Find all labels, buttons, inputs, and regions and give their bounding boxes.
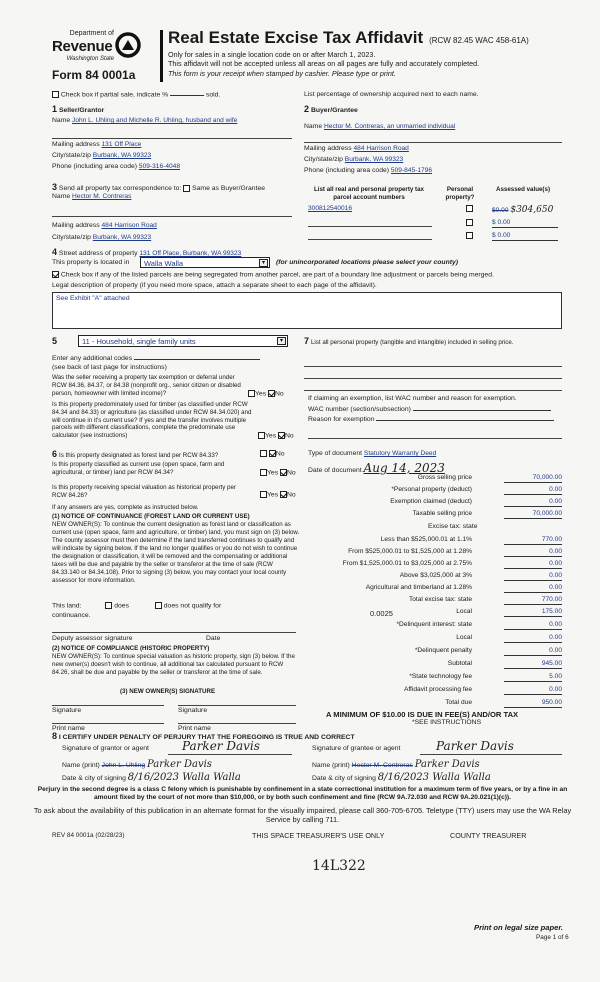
tax-value-tech-fee[interactable]: 5.00 [504,673,562,682]
tax-row-subtotal [300,660,562,670]
tax-label-personal: *Personal property (deduct) [391,486,472,493]
exemption-yes-label: Yes [255,390,267,398]
buyer-phone-row [304,167,432,175]
legal-paper-note: Print on legal size paper. [474,923,564,932]
parcels-header-personal: Personal property? [445,186,475,201]
local-rate: 0.0025 [370,609,393,618]
tax-row-bracket-4 [300,572,562,582]
land-use-select[interactable] [78,335,288,347]
reason-row [308,416,554,424]
land-does-checkbox[interactable] [105,602,112,609]
excise-state-heading: Excise tax: state [428,523,478,530]
grantor-signature-row [62,745,149,753]
tax-label-bracket-1: Less than $525,000.01 at 1.1% [380,536,472,543]
buyer-section-number: 2 [304,104,310,114]
segregated-label: Check box if any of the listed parcels are being segregated from another parcel, are part of a boundary line adjustment or parcels being merged. [60,271,494,279]
tax-value-penalty[interactable]: 0.00 [504,647,562,656]
same-as-buyer-checkbox[interactable] [183,185,190,192]
new-owner-signature-line-1[interactable] [52,705,164,706]
wac-row [308,406,551,414]
tax-row-total-state [300,596,562,606]
parcel-value-field[interactable]: $0.00 [492,207,509,214]
buyer-name-label: Name [304,123,323,130]
tax-value-personal[interactable]: 0.00 [504,486,562,495]
new-owner-print-label-2: Print name [178,725,211,732]
grantor-date-field[interactable]: 8/16/2023 Walla Walla [127,772,241,783]
tax-label-tech-fee: *State technology fee [409,673,472,680]
grantee-name-row [312,759,480,771]
correspondence-city-field[interactable]: Burbank, WA 99323 [92,234,152,241]
personal-property-line-3[interactable] [304,390,562,391]
buyer-mail-row [304,145,409,153]
reason-field[interactable] [376,420,554,421]
header-instruction-2: This affidavit will not be accepted unless all areas on all pages are fully and accurately completed. [168,59,480,69]
buyer-blank-line [304,142,562,143]
tax-label-bracket-4: Above $3,025,000 at 3% [399,572,472,579]
see-instructions-note: *SEE INSTRUCTIONS [412,719,482,726]
buyer-mail-field[interactable]: 484 Harrison Road [353,145,409,152]
grantee-name-field[interactable]: Hector M. Contreras [351,762,413,769]
see-back-note: (see back of last page for instructions) [52,364,167,371]
tax-row-bracket-1 [300,536,562,546]
location-section-number: 4 [52,247,58,257]
tax-row-interest-state [300,621,562,631]
tax-row-personal [300,486,562,496]
historic-yes-no [260,491,296,499]
tax-row-tech-fee [300,673,562,683]
timber-yes-checkbox[interactable] [258,432,265,439]
tax-value-bracket-4[interactable]: 0.00 [504,572,562,581]
correspondence-name-field[interactable]: Hector M. Contreras [72,193,132,200]
grantee-name-handwritten: Parker Davis [414,759,480,770]
tax-value-interest-local[interactable]: 0.00 [504,634,562,643]
buyer-name-row [304,123,455,131]
county-row [52,259,129,267]
wac-field[interactable] [413,410,551,411]
header-instruction-1: Only for sales in a single location code on or after March 1, 2023. [168,50,376,59]
tax-value-local[interactable]: 175.00 [504,608,562,617]
compliance-title: (2) NOTICE OF COMPLIANCE (HISTORIC PROPERTY) [52,645,210,652]
seller-city-row [52,152,151,160]
partial-sale-label: Check box if partial sale, indicate % [60,91,169,99]
additional-codes-row [52,355,260,363]
additional-codes-field[interactable] [134,359,260,360]
forest-q1-row [52,449,258,460]
grantor-signature-handwritten: Parker Davis [182,739,260,753]
buyer-city-label: City/state/zip [304,156,343,163]
current-use-question: Is this property classified as current use (open space, farm and agricultural, or timber) land per RCW 84.34? [52,461,225,476]
tax-row-local [300,608,562,618]
grantee-signature-handwritten: Parker Davis [436,739,514,753]
tax-label-total-state: Total excise tax: state [408,596,472,603]
forest-section-number: 6 [52,449,58,459]
legal-description-field[interactable]: See Exhibit "A" attached [52,292,562,329]
segregated-checkbox[interactable] [52,271,59,278]
forest-q1-yes-no [260,450,285,458]
tax-label-penalty: *Delinquent penalty [414,647,472,654]
current-use-no-checkbox[interactable] [280,469,287,476]
tax-value-processing-fee[interactable]: 0.00 [504,686,562,695]
tax-row-total-due [300,699,562,709]
tax-value-interest-state[interactable]: 0.00 [504,621,562,630]
seller-heading [52,104,104,115]
tax-label-taxable: Taxable selling price [412,510,472,517]
buyer-city-field[interactable]: Burbank, WA 99323 [344,156,404,163]
segregated-row [52,271,494,279]
county-label: This property is located in [52,259,130,266]
continuance-body: NEW OWNER(S): To continue the current designation as forest land or classification as current use (open space, farm and agriculture, or timber) land, you must sign on (3) below. The county assessor must then determine if the land transferred continues to qualify and will indicate by signing below. If the land no longer qualifies or you do not wish to continue the designation or classification, it will be removed and the compensating or additional taxes will be due and payable by the seller or transferor at the time of sale (RCW 84.33.140 or 84.34.108). Prior to signing (3) below, you may contact your local county assessor for more information. [52,521,300,584]
parcel-value-field-3[interactable]: $ 0.00 [492,232,558,241]
perjury-notice: Perjury in the second degree is a class C felony which is punishable by confinement in a state correctional institution for a maximum term of five years, or by a fine in an amount fixed by the court of not more than $10,000, or by both such confinement and fine (RCW 9A.72.030 and RCW 9A.20.021(1)(c)). [37,786,568,802]
parcel-account-field[interactable]: 300812540016 [308,205,353,212]
header-instruction-3: This form is your receipt when stamped by cashier. Please type or print. [168,68,396,78]
if-yes-note: If any answers are yes, complete as instructed below. [52,504,199,511]
seller-blank-line [52,138,292,139]
seller-mail-row [52,141,141,149]
correspondence-city-label: City/state/zip [52,234,91,241]
county-note: (for unincorporated locations please select your county) [276,259,459,266]
correspondence-label: Send all property tax correspondence to: [58,185,182,192]
grantee-date-label: Date & city of signing [312,775,376,782]
parcel-personal-checkbox-3[interactable] [466,232,473,241]
parcel-row [308,205,432,213]
reason-label: Reason for exemption [308,416,375,423]
exemption-claim-note: If claiming an exemption, list WAC number and reason for exemption. [308,395,517,402]
grantor-name-label: Name (print) [62,762,100,769]
tax-value-total-state[interactable]: 770.00 [504,596,562,605]
legal-label: Legal description of property (if you need more space, attach a separate sheet to each page of the affidavit). [52,282,377,289]
tax-label-subtotal: Subtotal [447,660,472,667]
tax-row-bracket-2 [300,548,562,558]
timber-no-checkbox[interactable] [278,432,285,439]
tax-value-exemption[interactable]: 0.00 [504,498,562,507]
tax-label-interest-state: *Delinquent interest: state [396,621,472,628]
parcel-value-handwritten: $304,650 [510,205,554,215]
tax-value-subtotal[interactable]: 945.00 [504,660,562,669]
compliance-body: NEW OWNER(S): To continue special valuation as historic property, sign (3) below. If the new owner(s) doesn't wish to continue, all additional tax calculated pursuant to RCW 84.26, shall be due and payable by the seller or transferor at the time of sale. [52,653,295,676]
tax-label-bracket-3: From $1,525,000.01 to $3,025,000 at 2.75% [342,560,472,567]
timber-yes-label: Yes [265,432,277,440]
correspondence-name-label: Name [52,193,71,200]
document-date-field[interactable]: Aug 14, 2023 [363,461,445,475]
dor-logo-line2: Revenue [52,38,113,56]
document-type-field[interactable]: Statutory Warranty Deed [363,450,437,457]
correspondence-mail-field[interactable]: 484 Harrison Road [101,222,157,229]
parcel-account-line-2[interactable] [308,226,432,227]
tax-label-bracket-2: From $525,000.01 to $1,525,000 at 1.28% [348,548,472,555]
dor-logo-line3: Washington State [66,56,114,63]
land-does-not-checkbox[interactable] [155,602,162,609]
personal-property-heading [304,336,562,347]
forest-no-checkbox[interactable] [269,450,276,457]
new-owner-print-label-1: Print name [52,725,85,732]
tax-label-exemption: Exemption claimed (deduct) [390,498,472,505]
seller-section-number: 1 [52,104,58,114]
tax-row-interest-local [300,634,562,644]
exemption-yes-checkbox[interactable] [248,390,255,397]
tax-value-total-due[interactable]: 950.00 [504,699,562,708]
correspondence-section-number: 3 [52,182,58,192]
forest-yes-checkbox[interactable] [260,450,267,457]
header-divider [160,30,163,82]
form-number: Form 84 0001a [52,68,136,82]
new-owner-print-line-1[interactable] [52,723,164,724]
buyer-city-row [304,156,403,164]
deputy-signature-line[interactable] [52,632,296,633]
street-label: Street address of property [58,250,138,257]
grantor-signature-label: Signature of grantor or agent [62,745,149,752]
current-use-yes-label: Yes [267,469,279,477]
grantee-signature-line[interactable] [420,754,562,755]
grantor-signature-line[interactable] [168,754,292,755]
buyer-phone-label: Phone (including area code) [304,167,390,174]
historic-no-label: No [286,491,296,499]
tax-label-processing-fee: Affidavit processing fee [403,686,472,693]
tax-value-bracket-1[interactable]: 770.00 [504,536,562,545]
seller-heading-label: Seller/Grantor [58,107,105,114]
seller-city-field[interactable]: Burbank, WA 99323 [92,152,152,159]
parcels-header-assessed: Assessed value(s) [496,186,550,193]
grantee-signature-row [312,745,400,753]
new-owner-print-line-2[interactable] [178,723,296,724]
tax-label-total-due: Total due [445,699,472,706]
dor-logo [52,30,140,64]
current-use-no-label: No [286,469,296,477]
grantee-date-row [312,772,491,784]
street-field[interactable]: 131 Off Place, Burbank, WA 99323 [139,250,242,257]
land-does-not-label: does not qualify for [163,602,222,610]
buyer-name-field[interactable]: Hector M. Contreras, an unmarried individual [324,123,456,130]
exemption-yes-no [248,390,284,398]
timber-question: Is this property predominately used for timber (as classified under RCW 84.34 and 84.33) or agriculture (as classified under RCW 84.34.020) and will continue in it's current use? If yes and the transfer involves multiple parcels with different classifications, complete the predominate use calculator (see instructions) [52,401,252,439]
buyer-phone-field[interactable]: 509-845-1796 [390,167,432,174]
tax-row-bracket-3 [300,560,562,570]
grantee-date-field[interactable]: 8/16/2023 Walla Walla [377,772,491,783]
tax-value-gross[interactable]: 70,000.00 [504,474,562,483]
new-owner-signature-label-2: Signature [178,707,208,714]
certify-section-number: 8 [52,731,58,741]
continuance-title: (1) NOTICE OF CONTINUANCE (FOREST LAND OR CURRENT USE) [52,513,250,520]
forest-q1-label: Is this property designated as forest land per RCW 84.33? [58,452,219,459]
correspondence-blank-line [52,216,292,217]
tax-value-taxable[interactable]: 70,000.00 [504,510,562,519]
reason-line-2[interactable] [308,438,562,439]
header-instructions [168,50,479,78]
revision-code: REV 84 0001a (02/28/23) [52,832,125,839]
historic-no-checkbox[interactable] [280,491,287,498]
document-date-label: Date of document [308,467,362,474]
parcel-account-line-3[interactable] [308,239,432,240]
seller-city-label: City/state/zip [52,152,91,159]
treasurer-use-label: THIS SPACE TREASURER'S USE ONLY [252,831,385,840]
partial-sale-percent-field[interactable] [170,95,204,96]
tax-label-gross: Gross selling price [417,474,472,481]
form-title: Real Estate Excise Tax Affidavit [168,28,424,47]
use-section-number: 5 [52,336,58,346]
exemption-question: Was the seller receiving a property tax exemption or deferral under RCW 84.36, 84.37, or 84.38 (nonprofit org., senior citizen or disabled person, homeowner with limited income)? [52,374,241,397]
correspondence-mail-label: Mailing address [52,222,100,229]
parcel-value-field-2[interactable]: $ 0.00 [492,219,558,228]
parcel-value-cell [492,205,558,216]
grantor-date-label: Date & city of signing [62,775,126,782]
land-use-select-value: 11 - Household, single family units [82,337,196,346]
seller-name-row [52,117,237,125]
tax-label-agricultural: Agricultural and timberland at 1.28% [365,584,472,591]
current-use-yes-no [260,469,296,477]
chevron-down-icon: ▾ [259,259,268,267]
this-land-row [52,602,221,610]
current-use-yes-checkbox[interactable] [260,469,267,476]
receipt-stamp-number: 14L322 [312,858,366,874]
tax-value-bracket-3[interactable]: 0.00 [504,560,562,569]
alternate-format-notice: To ask about the availability of this publication in an alternate format for the visually impaired, please call 360-705-6705. Teletype (TTY) users may use the WA Relay Service by calling 711. [33,806,572,825]
exemption-no-label: No [274,390,284,398]
tax-row-penalty [300,647,562,657]
buyer-heading-label: Buyer/Grantee [310,107,358,114]
same-as-buyer-label: Same as Buyer/Grantee [192,185,266,192]
tax-row-exemption [300,498,562,508]
forest-no-label: No [275,450,285,458]
land-does-label: does [114,602,129,610]
parcel-personal-checkbox-2[interactable] [466,219,473,228]
buyer-heading [304,104,358,115]
tax-label-interest-local: Local [456,634,472,641]
county-treasurer-label: COUNTY TREASURER [450,831,527,840]
timber-yes-no [258,432,294,440]
deputy-label: Deputy assessor signature [52,635,133,642]
correspondence-row [52,182,265,193]
seller-name-label: Name [52,117,71,124]
chevron-down-icon: ▾ [277,337,286,345]
tax-row-agricultural [300,584,562,594]
seller-name-field[interactable]: John L. Uhling and Michelle R. Uhling, husband and wife [72,117,238,124]
page-number: Page 1 of 6 [536,934,569,941]
dor-mark-icon [114,32,142,58]
dor-logo-line1: Department of [69,30,114,37]
county-select-value: Walla Walla [144,259,184,268]
grantee-signature-label: Signature of grantee or agent [312,745,401,752]
new-owner-signature-title: (3) NEW OWNER(S) SIGNATURE [120,688,216,695]
personal-property-line-1[interactable] [304,366,562,367]
timber-no-label: No [284,432,294,440]
form-title-row [168,28,529,48]
county-select[interactable] [140,257,270,268]
new-owner-signature-label-1: Signature [52,707,82,714]
exemption-no-checkbox[interactable] [268,390,275,397]
parcel-personal-checkbox[interactable] [466,205,473,214]
historic-yes-label: Yes [267,491,279,499]
document-type-row [308,450,436,458]
additional-codes-label: Enter any additional codes [52,355,133,362]
new-owner-signature-line-2[interactable] [178,705,296,706]
form-rcw-ref: (RCW 82.45 WAC 458-61A) [429,36,529,45]
certify-statement: I CERTIFY UNDER PENALTY OF PERJURY THAT THE FOREGOING IS TRUE AND CORRECT [58,734,355,741]
seller-phone-label: Phone (including area code) [52,163,138,170]
personal-property-label: List all personal property (tangible and intangible) included in selling price. [310,339,514,346]
correspondence-name-row [52,193,131,201]
minimum-due-note: A MINIMUM OF $10.00 IS DUE IN FEE(S) AND/OR TAX [326,710,519,719]
seller-phone-row [52,163,180,171]
correspondence-mail-row [52,222,157,230]
grantee-name-label: Name (print) [312,762,350,769]
seller-mail-label: Mailing address [52,141,100,148]
grantor-name-row [62,759,212,771]
buyer-mail-label: Mailing address [304,145,352,152]
document-type-label: Type of document [308,450,363,457]
partial-sale-sold-label: sold. [205,91,221,99]
personal-property-line-2[interactable] [304,378,562,379]
historic-question: Is this property receiving special valuation as historical property per RCW 84.26? [52,484,236,499]
personal-section-number: 7 [304,336,310,346]
continuance-word: continuance. [52,612,91,619]
historic-yes-checkbox[interactable] [260,491,267,498]
parcels-header-accounts: List all real and personal property tax parcel account numbers [313,186,425,201]
wac-label: WAC number (section/subsection) [308,406,411,413]
this-land-label: This land: [52,602,82,610]
seller-phone-field[interactable]: 509-316-4048 [138,163,180,170]
partial-sale-row [52,91,220,99]
tax-row-gross [300,474,562,484]
ownership-note: List percentage of ownership acquired next to each name. [304,91,479,98]
tax-value-bracket-2[interactable]: 0.00 [504,548,562,557]
tax-row-taxable [300,510,562,520]
seller-mail-field[interactable]: 131 Off Place [101,141,142,148]
grantor-date-row [62,772,241,784]
tax-row-processing-fee [300,686,562,696]
tax-label-local: Local [456,608,472,615]
grantor-name-handwritten: Parker Davis [147,759,212,770]
tax-value-agricultural[interactable]: 0.00 [504,584,562,593]
partial-sale-checkbox[interactable] [52,91,59,98]
grantor-name-field[interactable]: John L. Uhling [101,762,146,769]
deputy-date-label: Date [206,635,221,642]
correspondence-city-row [52,234,151,242]
